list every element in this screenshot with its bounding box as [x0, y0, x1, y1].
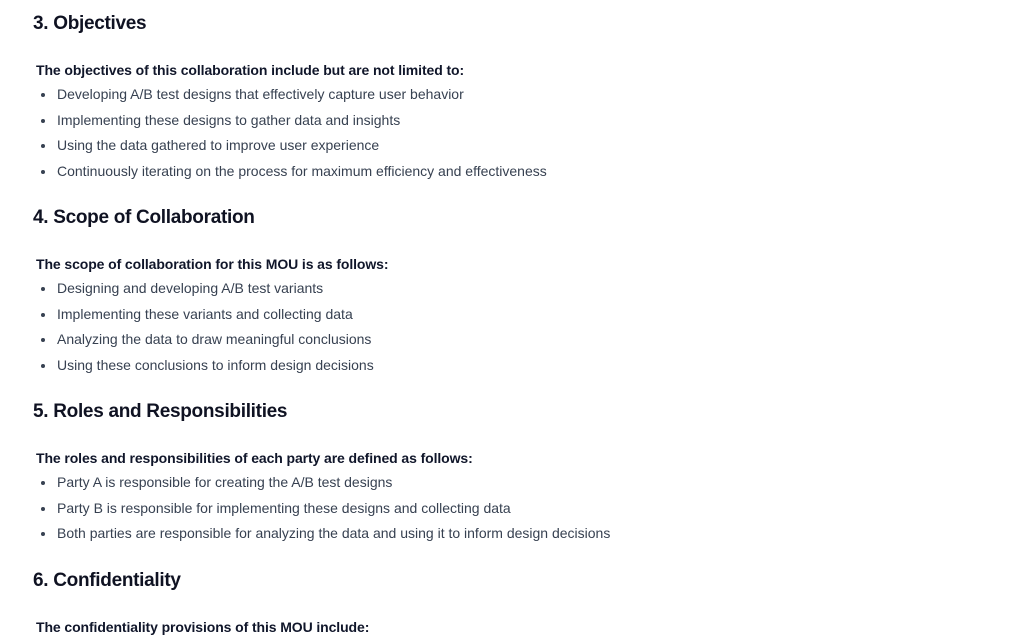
section-intro: The roles and responsibilities of each party are defined as follows: — [36, 450, 473, 466]
bullet-dot-icon — [41, 532, 45, 536]
bullet-dot-icon — [41, 119, 45, 123]
bullet-text: Implementing these designs to gather data and insights — [57, 111, 401, 128]
bullet-item — [33, 108, 984, 134]
bullet-text: Party A is responsible for creating the A/B test designs — [57, 474, 393, 490]
bullet-text: Using these conclusions to inform design decisions — [57, 356, 374, 373]
section-confidentiality — [33, 571, 984, 634]
section-intro: The scope of collaboration for this MOU is as follows: — [36, 256, 389, 272]
bullet-item — [33, 521, 984, 547]
bullet-list — [33, 470, 984, 547]
bullet-dot-icon — [41, 144, 45, 148]
bullet-item — [33, 302, 984, 328]
bullet-dot-icon — [41, 364, 45, 368]
bullet-item — [33, 159, 984, 185]
bullet-dot-icon — [41, 481, 45, 485]
section-objectives — [33, 14, 984, 184]
bullet-dot-icon — [41, 338, 45, 342]
bullet-text: Party B is responsible for implementing these designs and collecting data — [57, 499, 511, 516]
section-intro: The objectives of this collaboration include but are not limited to: — [36, 62, 465, 78]
bullet-dot-icon — [41, 170, 45, 174]
bullet-text: Implementing these variants and collecting data — [57, 305, 353, 322]
section-heading: 4. Scope of Collaboration — [33, 207, 255, 228]
bullet-dot-icon — [41, 287, 45, 291]
bullet-text: Both parties are responsible for analyzing the data and using it to inform design decisions — [57, 525, 611, 541]
bullet-item — [33, 276, 984, 302]
bullet-dot-icon — [41, 313, 45, 317]
bullet-dot-icon — [41, 93, 45, 97]
bullet-text: Continuously iterating on the process for maximum efficiency and effectiveness — [57, 162, 547, 179]
section-roles-and-responsibilities — [33, 402, 984, 547]
section-heading: 6. Confidentiality — [33, 569, 181, 591]
bullet-item — [33, 353, 984, 379]
bullet-list — [33, 82, 984, 184]
section-heading: 5. Roles and Responsibilities — [33, 401, 288, 422]
bullet-dot-icon — [41, 507, 45, 511]
bullet-text: Using the data gathered to improve user experience — [57, 137, 380, 153]
bullet-item — [33, 327, 984, 353]
bullet-list — [33, 276, 984, 378]
bullet-text: Developing A/B test designs that effectively capture user behavior — [57, 86, 464, 102]
bullet-item — [33, 496, 984, 522]
section-intro: The confidentiality provisions of this MOU include: — [36, 618, 370, 635]
bullet-item — [33, 133, 984, 159]
section-heading: 3. Objectives — [33, 13, 147, 34]
bullet-item — [33, 470, 984, 496]
section-scope-of-collaboration — [33, 208, 984, 378]
bullet-text: Analyzing the data to draw meaningful conclusions — [57, 331, 372, 347]
bullet-text: Designing and developing A/B test variants — [57, 280, 324, 296]
bullet-item — [33, 82, 984, 108]
